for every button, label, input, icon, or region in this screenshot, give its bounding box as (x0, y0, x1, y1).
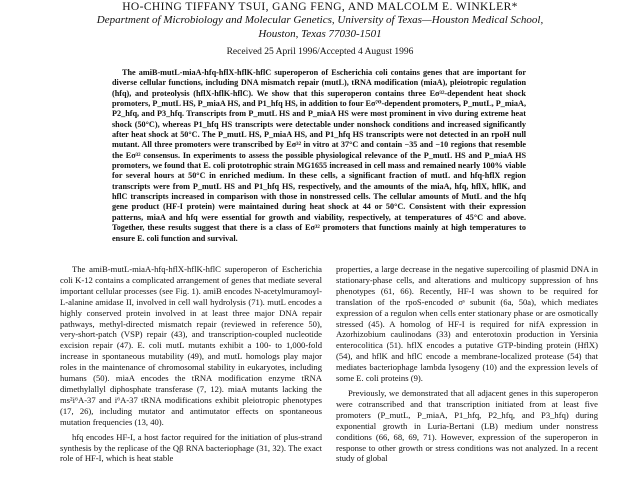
body-paragraph: Previously, we demonstrated that all adjacent genes in this superoperon were cotranscribed and that transcription initiated from at least five promoters (P_mutL, P_miaA, P1_hfq, P2_hfq, and P3_hfq) during exponential growth in Luria-Bertani (LB) medium under nonstress conditions (66, 68, 69, 71). However, expression of the superoperon in response to other growth or stress conditions was not analyzed. In a recent study of global (336, 387, 598, 464)
body-paragraph: The amiB-mutL-miaA-hfq-hflX-hflK-hflC superoperon of Escherichia coli K-12 contains a complicated arrangement of genes that mediate several important cellular processes (see Fig. 1). amiB encodes N-acetylmuramoyl-L-alanine amidase II, involved in cell wall hydrolysis (71). mutL encodes a highly conserved protein involved in at least three major DNA repair pathways, methyl-directed mismatch repair (reviewed in reference 50), very-short-patch (VSP) repair (43), and transcription-coupled nucleotide excision repair (47). E. coli mutL mutants exhibit a 100- to 1,000-fold increase in spontaneous mutability (49), and mutL homologs play major roles in the maintenance of chromosomal stability in eukaryotes, including humans (50). miaA encodes the tRNA modification enzyme tRNA dimethylallyl diphosphate transferase (7, 12). miaA mutants lacking the ms²i⁶A-37 and i⁶A-37 tRNA modifications exhibit pleiotropic phenotypes (17, 26), including mutator and antimutator effects on spontaneous mutation frequencies (13, 40). (60, 264, 322, 427)
body-paragraph: hfq encodes HF-I, a host factor required for the initiation of plus-strand synthesis by the replicase of the Qβ RNA bacteriophage (31, 32). The exact role of HF-I, which is heat stable (60, 431, 322, 464)
body-paragraph: properties, a large decrease in the negative supercoiling of plasmid DNA in stationary-phase cells, and alterations and multicopy suppression of hns phenotypes (61, 66). Recently, HF-I was shown to be required for translation of the rpoS-encoded σˢ subunit (6a, 50a), which mediates expression of a regulon when cells enter stationary phase or are osmotically stressed (45). A homolog of HF-I is required for nifA expression in Azorhizobium caulinodans (33) and enterotoxin production in Yersinia enterocolitica (51). hflX encodes a putative GTP-binding protein (HflX) (54), and hflK and hflC encode a membrane-localized protease (54) that mediates bacteriophage lambda lysogeny (10) and the expression levels of some E. coli proteins (9). (336, 264, 598, 384)
received-accepted-dates: Received 25 April 1996/Accepted 4 August 1996 (226, 47, 414, 57)
abstract (112, 68, 526, 244)
affiliation-line-2: Houston, Texas 77030-1501 (258, 27, 382, 40)
affiliation (0, 14, 640, 41)
body-column-left (60, 264, 322, 464)
affiliation-line-1: Department of Microbiology and Molecular Genetics, University of Texas—Houston Medical School, (96, 14, 544, 26)
abstract-text: The amiB-mutL-miaA-hfq-hflX-hflK-hflC superoperon of Escherichia coli contains genes that are important for diverse cellular functions, including DNA mismatch repair (mutL), tRNA modification (miaA), pleiotropic regulation (hfq), and proteolysis (hflX-hflK-hflC). We show that this superoperon contains three Eσ³²-dependent heat shock promoters, P_mutL HS, P_miaA HS, and P1_hfq HS, in addition to four Eσ⁷⁰-dependent promoters, P_mutL, P_miaA, P2_hfq, and P3_hfq. Transcripts from P_mutL HS and P_miaA HS were most prominent in vivo during extreme heat shock (50°C), whereas P1_hfq HS transcripts were detectable under nonshock conditions and increased significantly after heat shock at 50°C. The P_mutL HS, P_miaA HS, and P1_hfq HS transcripts were not detected in an rpoH null mutant. All three promoters were transcribed by Eσ³² in vitro at 37°C and contain −35 and −10 regions that resemble the Eσ³² consensus. In experiments to assess the possible physiological relevance of the P_mutL HS and P_miaA HS promoters, we found that E. coli prototrophic strain MG1655 increased in cell mass and remained nearly 100% viable for several hours at 50°C in enriched medium. In these cells, a significant fraction of mutL and hfq-hflX region transcripts were from P_mutL HS and P1_hfq HS, respectively, and the amounts of the miaA, hfq, hflX, hflK, and hflC transcripts increased in comparison with those in nonstressed cells. The cellular amounts of MutL and the hfq gene product (HF-I protein) were maintained during heat shock at 44 or 50°C. Consistent with their expression patterns, miaA and hfq were essential for growth and viability, respectively, at temperatures of 45°C and above. Together, these results suggest that there is a class of Eσ³² promoters that functions mainly at high temperatures to ensure E. coli function and survival. (112, 68, 526, 243)
body-column-right (336, 264, 598, 464)
authors-line: HO-CHING TIFFANY TSUI, GANG FENG, AND MALCOLM E. WINKLER* (122, 1, 518, 13)
